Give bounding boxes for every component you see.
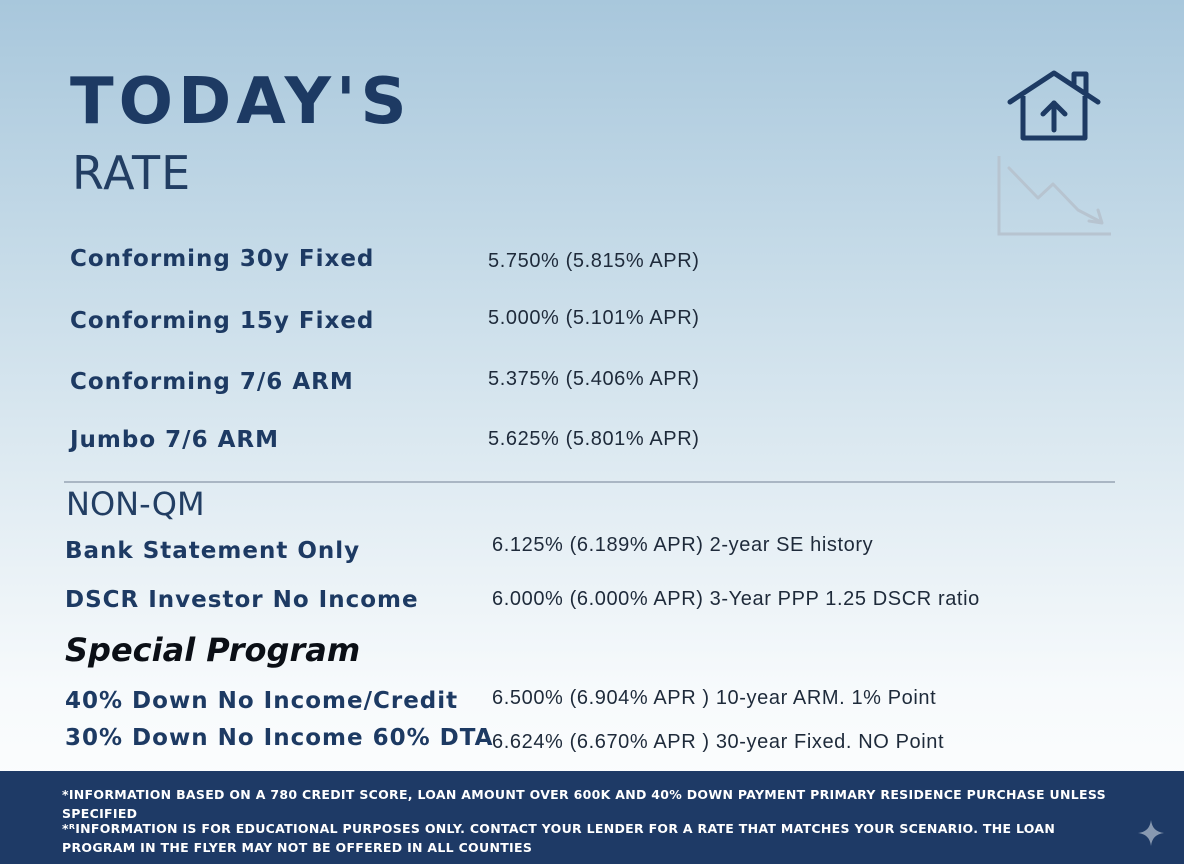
rate-label-jumbo-7-6-arm: Jumbo 7/6 ARM bbox=[70, 427, 279, 453]
rate-value-conforming-15y: 5.000% (5.101% APR) bbox=[488, 307, 700, 329]
declining-chart-icon bbox=[996, 154, 1114, 238]
page-title: TODAY'S bbox=[70, 65, 412, 139]
rate-value-30-down: 6.624% (6.670% APR ) 30-year Fixed. NO Point bbox=[492, 731, 945, 753]
rate-label-conforming-15y: Conforming 15y Fixed bbox=[70, 308, 375, 334]
section-divider bbox=[64, 481, 1115, 483]
rate-value-40-down: 6.500% (6.904% APR ) 10-year ARM. 1% Point bbox=[492, 687, 937, 709]
page-subtitle: RATE bbox=[72, 146, 192, 200]
rate-label-bank-statement: Bank Statement Only bbox=[65, 538, 361, 564]
rate-label-40-down: 40% Down No Income/Credit bbox=[65, 688, 459, 714]
disclaimer-note-educational: *ᴿINFORMATION IS FOR EDUCATIONAL PURPOSES ONLY. CONTACT YOUR LENDER FOR A RATE THAT MATCHES YOUR SCENARIO. THE LOAN PROGRAM IN THE FLYER MAY NOT BE OFFERED IN ALL COUNTIES bbox=[62, 821, 1056, 855]
rate-value-jumbo-7-6-arm: 5.625% (5.801% APR) bbox=[488, 428, 700, 450]
non-qm-heading: NON-QM bbox=[66, 485, 205, 523]
house-upload-icon bbox=[1006, 68, 1102, 142]
rate-label-30-down: 30% Down No Income 60% DTA bbox=[65, 725, 494, 751]
disclaimer-note-credit-score: *INFORMATION BASED ON A 780 CREDIT SCORE, LOAN AMOUNT OVER 600K AND 40% DOWN PAYMENT PRIMARY RESIDENCE PURCHASE UNLESS SPECIFIED bbox=[62, 787, 1106, 821]
rate-value-conforming-7-6-arm: 5.375% (5.406% APR) bbox=[488, 368, 700, 390]
special-program-heading: Special Program bbox=[65, 631, 361, 669]
rate-label-conforming-30y: Conforming 30y Fixed bbox=[70, 246, 375, 272]
rate-value-conforming-30y: 5.750% (5.815% APR) bbox=[488, 250, 700, 272]
disclaimer-footer bbox=[0, 771, 1184, 864]
sparkle-icon bbox=[1136, 818, 1166, 852]
rate-value-dscr-investor: 6.000% (6.000% APR) 3-Year PPP 1.25 DSCR ratio bbox=[492, 588, 980, 610]
rate-label-conforming-7-6-arm: Conforming 7/6 ARM bbox=[70, 369, 354, 395]
rate-value-bank-statement: 6.125% (6.189% APR) 2-year SE history bbox=[492, 534, 874, 556]
rate-label-dscr-investor: DSCR Investor No Income bbox=[65, 587, 419, 613]
